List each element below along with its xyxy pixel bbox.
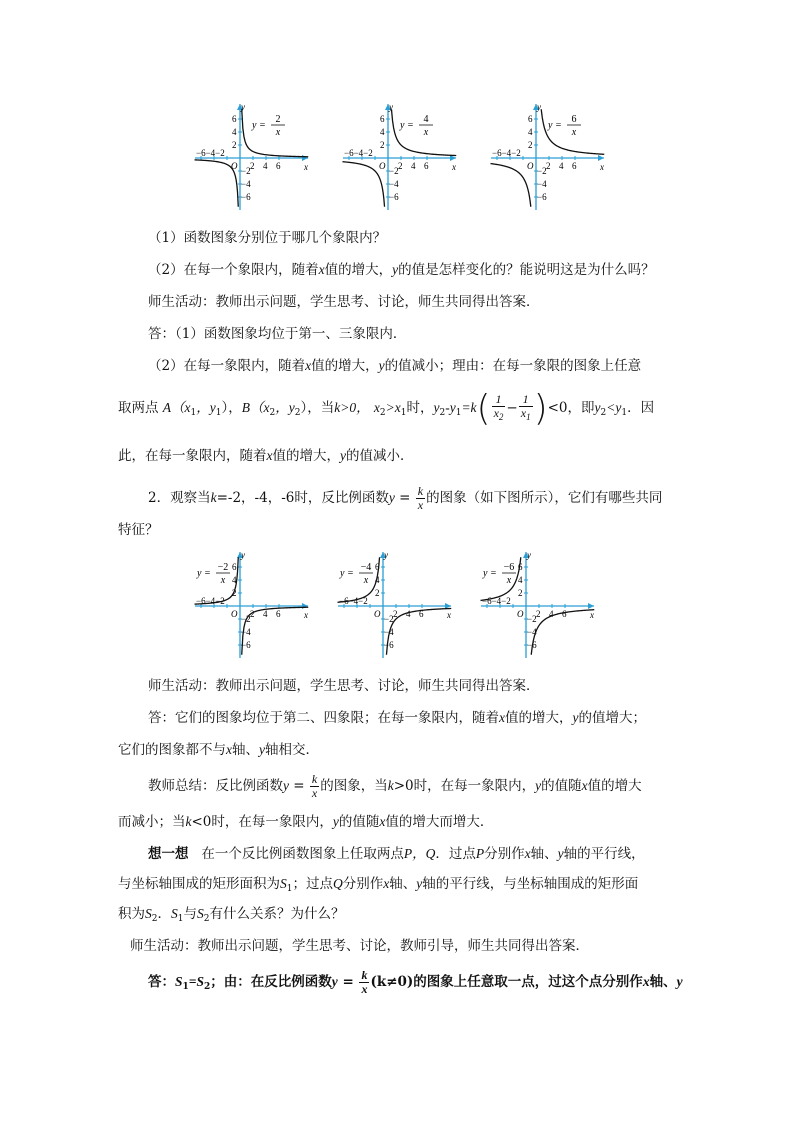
y-tick-label: 4 xyxy=(518,575,523,585)
y-tick-label: 2 xyxy=(232,588,237,598)
y-tick-label: −4 xyxy=(389,179,399,189)
think-e: 分别作 xyxy=(484,846,525,862)
y-axis-label: y xyxy=(537,102,541,112)
pos-x-tick-label: 6 xyxy=(419,609,424,619)
equation-label-y: y = xyxy=(252,120,266,131)
answer-3 xyxy=(148,708,794,728)
sub: 2 xyxy=(203,982,211,992)
var-x: x xyxy=(642,974,650,989)
x-axis-label: x xyxy=(447,610,451,620)
origin-label: O xyxy=(379,161,386,171)
y-tick-label: −2 xyxy=(241,614,251,624)
var-x: x xyxy=(499,710,505,725)
sum-b: 的图象，当 xyxy=(320,778,388,794)
point-a: A（x xyxy=(162,400,191,415)
pos-x-tick-label: 4 xyxy=(549,609,554,619)
ans3-d: 它们的图象都不与 xyxy=(118,742,226,758)
den xyxy=(519,407,533,424)
frac-k-x xyxy=(310,773,319,800)
pos-x-tick-label: 6 xyxy=(424,161,429,171)
y-tick-label: 4 xyxy=(380,127,385,137)
sum-d: 的值随 xyxy=(541,778,582,794)
think2-b: S xyxy=(280,876,287,891)
num: k xyxy=(311,772,318,786)
sub: 2 xyxy=(269,408,276,418)
sub: 1 xyxy=(190,408,197,418)
neg-x-ticks-label: −6−4−2 xyxy=(196,148,225,158)
graph-y-neg6-over-x xyxy=(476,548,601,663)
sub: 2 xyxy=(439,408,446,418)
ans3-b: 值的增大， xyxy=(505,710,573,726)
sub: 2 xyxy=(379,408,386,418)
ans4-b: S xyxy=(175,974,183,989)
x-axis-arrow xyxy=(588,603,594,609)
y-axis-label: y xyxy=(389,102,393,112)
ans2-a: （2）在每一象限内，随着 xyxy=(148,358,306,374)
den-x: x xyxy=(520,406,527,420)
var-x: x xyxy=(524,846,531,861)
den-x: x xyxy=(493,406,499,420)
equation-denominator: x xyxy=(571,127,577,138)
sub: 1 xyxy=(621,408,628,418)
think2-c: ；过点 xyxy=(292,876,333,892)
think-section xyxy=(148,844,794,864)
equation-denominator: x xyxy=(506,575,512,586)
think3-a: 积为 xyxy=(118,906,145,922)
var-x: x xyxy=(318,262,325,277)
graph-y-4-over-x xyxy=(338,100,463,215)
pos-x-tick-label: 2 xyxy=(250,609,255,619)
neg-x-ticks-label: −6−4−2 xyxy=(482,596,511,606)
graph-y-neg2-over-x xyxy=(190,548,315,663)
equation-label-y: y = xyxy=(197,568,211,579)
k-cond: k>0， xyxy=(334,400,370,415)
sum2-b: <0时，在每一象限内， xyxy=(191,814,333,830)
answer-1: 答：（1）函数图象均位于第一、三象限内． xyxy=(148,326,407,342)
var-y: y xyxy=(332,814,339,829)
sum2-c: 的值随 xyxy=(338,814,380,830)
pos-x-tick-label: 6 xyxy=(276,161,281,171)
l1-e: ），当 xyxy=(300,400,335,416)
curve-branch-left xyxy=(491,164,531,207)
p2-c: 的图象（如下图所示），它们有哪些共同 xyxy=(426,490,663,506)
equation-numerator: −2 xyxy=(217,562,229,573)
var-y: y xyxy=(259,742,265,757)
y-tick-label: −2 xyxy=(241,166,251,176)
equation-numerator: 6 xyxy=(571,114,577,125)
equation-denominator: x xyxy=(423,127,429,138)
num: k xyxy=(417,484,424,498)
ans3-c: 的值增大； xyxy=(578,710,646,726)
y-tick-label: 4 xyxy=(232,127,237,137)
den: x xyxy=(361,982,368,996)
x-axis-label: x xyxy=(304,162,308,172)
sub: 1 xyxy=(182,982,189,992)
y-tick-label: −6 xyxy=(527,640,537,650)
equation-label-y: y = xyxy=(483,568,497,579)
num: 1 xyxy=(492,393,506,407)
think2-f: 轴、 xyxy=(389,876,417,892)
p2-k: k xyxy=(210,490,217,505)
y-tick-label: −6 xyxy=(241,640,251,650)
equation-denominator: x xyxy=(220,575,226,586)
lt-y1: <y xyxy=(606,400,622,415)
y2: y xyxy=(433,400,440,415)
activity-1: 师生活动：教师出示问题，学生思考、讨论，师生共同得出答案． xyxy=(148,294,540,310)
y-axis-label: y xyxy=(527,550,531,560)
right-paren: ) xyxy=(533,387,548,429)
var-y: y xyxy=(378,358,385,373)
think-a: 在一个反比例函数图象上任取两点 xyxy=(201,846,404,862)
l2-a: 此，在每一象限内，随着 xyxy=(118,448,267,464)
sum-c: >0时，在每一象限内， xyxy=(393,778,536,794)
think2-e: 分别作 xyxy=(342,876,384,892)
var-x: x xyxy=(383,876,390,891)
think-d: P xyxy=(475,846,485,861)
pos-x-tick-label: 2 xyxy=(536,609,541,619)
gt-x1: >x xyxy=(385,400,401,415)
p2-a: 2．观察当 xyxy=(148,490,211,506)
answer-2-line-2: 取两点 $A(x_1$，$y_1$），$B(x_2$，$y_2$），当k>0， $x_2>x_1$时，$y_2-y_1=k$( $\frac{1}{x_2}$ − $\frac{1}{x_1}$ )<0，即$y_2<y_1$．因 xyxy=(118,387,655,429)
var-k: k xyxy=(185,814,192,829)
think-section-line-3 xyxy=(118,904,794,929)
frac-k-x xyxy=(359,969,369,996)
answer-2-line-3 xyxy=(118,446,794,466)
y-axis-label: y xyxy=(241,550,245,560)
neg-x-ticks-label: −6−4−2 xyxy=(196,596,225,606)
l1-c: ）， xyxy=(221,400,242,416)
think2-d: Q xyxy=(332,876,343,891)
think-f: 轴、 xyxy=(530,846,558,862)
q2-part-a: （2）在每一个象限内，随着 xyxy=(148,262,319,278)
y-tick-label: −4 xyxy=(537,179,547,189)
sub: 1 xyxy=(215,408,222,418)
ans2-b: 值的增大， xyxy=(311,358,379,374)
answer-4: 答：$S_1=S_2$；由：在反比例函数y = $\frac{k}{x}$ (k≠0)的图象上任意取一点，过这个点分别作x轴、y xyxy=(148,968,683,996)
var-y: y xyxy=(392,262,399,277)
den xyxy=(492,407,506,424)
origin-label: O xyxy=(374,609,381,619)
sub: 2 xyxy=(151,914,158,924)
think3-e: 与 xyxy=(183,906,197,922)
pos-x-tick-label: 4 xyxy=(263,161,268,171)
y2b: y xyxy=(594,400,601,415)
var-y: y xyxy=(572,710,579,725)
sub: 1 xyxy=(286,884,293,894)
y-tick-label: −6 xyxy=(384,640,394,650)
graph-y-neg4-over-x xyxy=(333,548,458,663)
pos-x-tick-label: 6 xyxy=(562,609,567,619)
y-tick-label: 4 xyxy=(375,575,380,585)
y-tick-label: 2 xyxy=(518,588,523,598)
think2-g: 轴的平行线，与坐标轴围成的矩形面 xyxy=(422,876,639,892)
sub: 1 xyxy=(455,408,462,418)
var-y: y xyxy=(416,876,423,891)
frac-1-x2 xyxy=(492,393,506,424)
lt-zero: <0，即 xyxy=(547,400,595,416)
y-axis-label: y xyxy=(384,550,388,560)
shi: 时， xyxy=(406,400,434,416)
answer-3-line-2 xyxy=(118,740,794,760)
sum2-d: 值的增大而增大． xyxy=(385,814,494,830)
answer-2 xyxy=(148,356,794,376)
x-axis-arrow xyxy=(302,155,308,161)
x-axis-label: x xyxy=(452,162,456,172)
p2-b: =-2，-4，-6时，反比例函数 xyxy=(216,490,389,506)
equation-numerator: 4 xyxy=(423,114,429,125)
var-x: x xyxy=(305,358,312,373)
left-paren: ( xyxy=(476,387,491,429)
equation-denominator: x xyxy=(275,127,281,138)
graph-y-2-over-x xyxy=(190,100,315,215)
question-1: （1）函数图象分别位于哪几个象限内？ xyxy=(148,230,387,246)
x-axis-label: x xyxy=(590,610,594,620)
pos-x-tick-label: 4 xyxy=(406,609,411,619)
y-tick-label: −2 xyxy=(537,166,547,176)
ans4-d: ；由：在反比例函数 xyxy=(210,974,332,990)
ans3-f: 轴相交． xyxy=(265,742,319,758)
activity-3: 师生活动：教师出示问题，学生思考、讨论，教师引导，师生共同得出答案． xyxy=(130,938,589,954)
var-y: y xyxy=(388,490,395,505)
var-x: x xyxy=(581,778,588,793)
x-axis-arrow xyxy=(598,155,604,161)
var-x: x xyxy=(226,742,232,757)
x-axis-label: x xyxy=(600,162,604,172)
num: k xyxy=(361,968,368,982)
sum-a: 教师总结：反比例函数 xyxy=(148,778,283,794)
sub: 2 xyxy=(498,412,504,422)
graph-y-6-over-x xyxy=(486,100,611,215)
x2: x xyxy=(373,400,380,415)
ans4-a: 答： xyxy=(148,974,175,990)
y-tick-label: −4 xyxy=(241,179,251,189)
neg-x-ticks-label: −6−4−2 xyxy=(344,148,373,158)
sub: 1 xyxy=(177,914,184,924)
den: x xyxy=(311,786,318,800)
neg-x-ticks-label: −6−4−2 xyxy=(339,596,368,606)
think-g: 轴的平行线， xyxy=(563,846,645,862)
point-b: B（x xyxy=(241,400,270,415)
l1-b: ，y xyxy=(196,400,216,415)
y-tick-label: 4 xyxy=(528,127,533,137)
eq-k: =k xyxy=(461,400,477,415)
equation-denominator: x xyxy=(363,575,369,586)
equation-numerator: −4 xyxy=(360,562,372,573)
y-tick-label: 6 xyxy=(232,562,237,572)
y-axis-label: y xyxy=(241,102,245,112)
sum-e: 值的增大 xyxy=(587,778,642,794)
sub: 2 xyxy=(294,408,301,418)
den: x xyxy=(417,498,424,512)
y-tick-label: −4 xyxy=(527,627,537,637)
sub: 2 xyxy=(203,914,210,924)
var-y: y xyxy=(283,778,289,793)
y-tick-label: −6 xyxy=(389,192,399,202)
y-tick-label: −6 xyxy=(241,192,251,202)
y-tick-label: 6 xyxy=(528,114,533,124)
q2-part-b: 值的增大， xyxy=(324,262,393,278)
ans3-e: 轴、 xyxy=(232,742,259,758)
problem-2: 2．观察当k=-2，-4，-6时，反比例函数y = $\frac{k}{x}$ 的图象（如下图所示），它们有哪些共同 xyxy=(148,484,663,512)
y-tick-label: 4 xyxy=(232,575,237,585)
think3-f: S xyxy=(196,906,204,921)
problem-2-line-2: 特征？ xyxy=(118,522,159,538)
frac-k-x xyxy=(416,485,425,512)
var-y: y xyxy=(557,846,564,861)
origin-label: O xyxy=(231,161,238,171)
think3-c: ． xyxy=(157,906,171,922)
x-axis-arrow xyxy=(302,603,308,609)
y-tick-label: −4 xyxy=(384,627,394,637)
origin-label: O xyxy=(517,609,524,619)
y-tick-label: −2 xyxy=(384,614,394,624)
equation-label-y: y = xyxy=(400,120,414,131)
minus-y1: -y xyxy=(445,400,456,415)
think3-b: S xyxy=(145,906,152,921)
y-tick-label: 6 xyxy=(232,114,237,124)
pos-x-tick-label: 4 xyxy=(411,161,416,171)
equation-label-y: y = xyxy=(340,568,354,579)
y-tick-label: −6 xyxy=(537,192,547,202)
think-c: ．过点 xyxy=(435,846,476,862)
neg-x-ticks-label: −6−4−2 xyxy=(492,148,521,158)
pos-x-tick-label: 2 xyxy=(398,161,403,171)
equation-numerator: 2 xyxy=(275,114,281,125)
think2-a: 与坐标轴围成的矩形面积为 xyxy=(118,876,280,892)
pos-x-tick-label: 4 xyxy=(263,609,268,619)
var-y: y xyxy=(676,974,683,989)
frac-1-x1 xyxy=(519,393,533,424)
think3-d: S xyxy=(170,906,178,921)
ans2-c: 的值减小；理由：在每一象限的图象上任意 xyxy=(384,358,642,374)
question-2 xyxy=(148,260,794,280)
y-tick-label: 6 xyxy=(375,562,380,572)
var-y: y xyxy=(340,448,346,463)
think3-g: 有什么关系？为什么？ xyxy=(209,906,345,922)
l1-d: ，y xyxy=(275,400,295,415)
l1-end: ．因 xyxy=(627,400,655,416)
origin-label: O xyxy=(231,609,238,619)
think-title: 想一想 xyxy=(148,846,189,862)
var-k: k xyxy=(387,778,394,793)
think-section-line-2 xyxy=(118,874,794,899)
y-tick-label: 6 xyxy=(518,562,523,572)
pos-x-tick-label: 2 xyxy=(546,161,551,171)
equation-label-y: y = xyxy=(548,120,562,131)
sum2-a: 而减小；当 xyxy=(118,814,186,830)
var-x: x xyxy=(379,814,386,829)
y-tick-label: −2 xyxy=(389,166,399,176)
equation-numerator: −6 xyxy=(503,562,515,573)
pos-x-tick-label: 6 xyxy=(276,609,281,619)
var-x: x xyxy=(266,448,273,463)
q2-part-c: 的值是怎样变化的？能说明这是为什么吗？ xyxy=(398,262,655,278)
pos-x-tick-label: 4 xyxy=(559,161,564,171)
pos-x-tick-label: 6 xyxy=(572,161,577,171)
y-tick-label: −4 xyxy=(241,627,251,637)
y-tick-label: 6 xyxy=(380,114,385,124)
y-tick-label: −2 xyxy=(527,614,537,624)
num: 1 xyxy=(519,393,533,407)
x-axis-label: x xyxy=(304,610,308,620)
y-tick-label: 2 xyxy=(232,140,237,150)
var-y: y xyxy=(331,974,338,989)
ans4-f: 轴、 xyxy=(649,974,677,990)
ans4-e: (k≠0)的图象上任意取一点，过这个点分别作 xyxy=(370,974,643,990)
pos-x-tick-label: 2 xyxy=(393,609,398,619)
sub: 1 xyxy=(526,412,531,422)
think-b: P，Q xyxy=(403,846,436,861)
var-y: y xyxy=(535,778,542,793)
teacher-summary: 教师总结：反比例函数y = $\frac{k}{x}$ 的图象，当k>0时，在每一象限内，y的值随x值的增大 xyxy=(148,772,642,800)
sub: 2 xyxy=(600,408,607,418)
y-tick-label: 2 xyxy=(380,140,385,150)
l2-c: 的值减小． xyxy=(346,448,414,464)
y-tick-label: 2 xyxy=(528,140,533,150)
sub: 1 xyxy=(400,408,407,418)
ans3-a: 答：它们的图象均位于第二、四象限；在每一象限内，随着 xyxy=(148,710,499,726)
origin-label: O xyxy=(527,161,534,171)
y-tick-label: 2 xyxy=(375,588,380,598)
ans4-c: =S xyxy=(188,974,204,989)
pos-x-tick-label: 2 xyxy=(250,161,255,171)
l1-a: 取两点 xyxy=(118,400,159,416)
l2-b: 值的增大， xyxy=(272,448,340,464)
teacher-summary-line-2 xyxy=(118,812,794,832)
activity-2: 师生活动：教师出示问题，学生思考、讨论，师生共同得出答案． xyxy=(148,678,540,694)
